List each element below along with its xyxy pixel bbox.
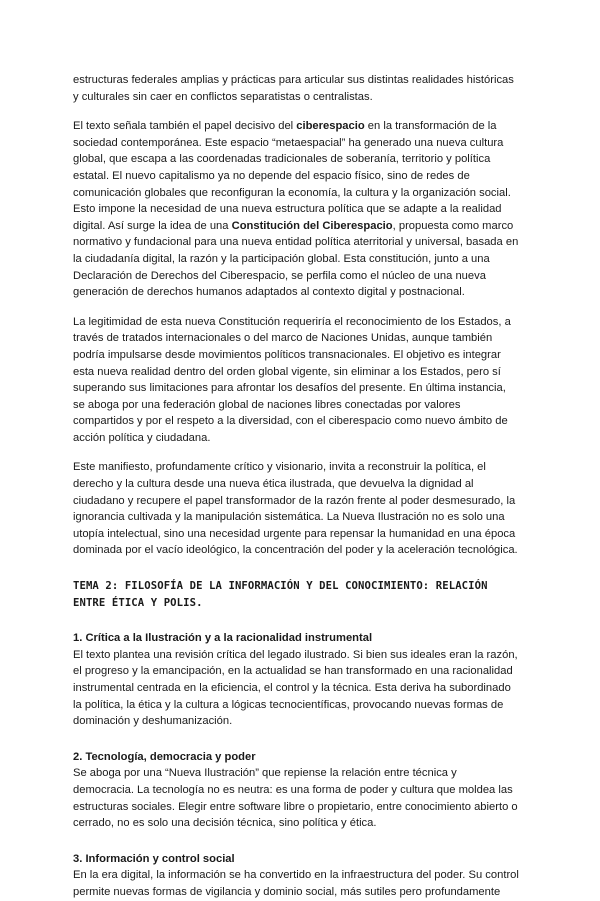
section-body-1: El texto plantea una revisión crítica del legado ilustrado. Si bien sus ideales eran la razón, el progreso y la emancipación, en la actualidad se han transformado en una racionalidad instrumental centrada en la eficiencia, el control y la técnica. Esta deriva ha subordinado la política, la ética y la cultura a lógicas tecnocientíficas, provocando nuevas formas de dominación y deshumanización.: [73, 648, 518, 728]
paragraph-legitimacy: La legitimidad de esta nueva Constitución requeriría el reconocimiento de los Estados, a través de tratados internacionales o del marco de Naciones Unidas, aunque también podría impulsarse desde movimientos políticos transnacionales. El objetivo es integrar esta nueva realidad dentro del orden global vigente, sin eliminar a los Estados, pero sí superando sus limitaciones para afrontar los desafíos del presente. En última instancia, se aboga por una federación global de naciones libres conectadas por valores compartidos y por el respeto a la diversidad, con el ciberespacio como nuevo ámbito de acción política y ciudadana.: [73, 315, 511, 444]
text-run: , propuesta como marco normativo y fundacional para una nueva entidad política aterritorial y universal, basada en la ciudadanía digital, la razón y la participación global. Esta constitución, junto a una Declaración de Derechos del Ciberespacio, se perfila como el núcleo de una nueva generación de derechos humanos adaptados al contexto digital y postnacional.: [73, 219, 519, 299]
bold-term-ciberespacio: ciberespacio: [296, 120, 365, 133]
section-heading-2: 2. Tecnología, democracia y poder: [73, 750, 256, 763]
section-body-3: En la era digital, la información se ha convertido en la infraestructura del poder. Su control permite nuevas formas de vigilancia y dominio social, más sutiles pero profundamente: [73, 869, 519, 898]
paragraph-cyberspace: [73, 118, 520, 301]
section-heading-1: 1. Crítica a la Ilustración y a la racionalidad instrumental: [73, 632, 373, 645]
paragraph-manifesto: Este manifiesto, profundamente crítico y visionario, invita a reconstruir la política, el derecho y la cultura desde una nueva ética ilustrada, que devuelva la dignidad al ciudadano y recupere el papel transformador de la razón frente al poder desmesurado, la ignorancia cultivada y la manipulación sistemática. La Nueva Ilustración no es solo una utopía intelectual, sino una necesidad urgente para repensar la humanidad en una época dominada por el vacío ideológico, la concentración del poder y la aceleración tecnológica.: [73, 461, 518, 557]
section-body-2: Se aboga por una “Nueva Ilustración” que repiense la relación entre técnica y democracia. La tecnología no es neutra: es una forma de poder y cultura que moldea las estructuras sociales. Elegir entre software libre o propietario, entre conocimiento abierto o cerrado, no es solo una decisión técnica, sino política y ética.: [73, 767, 518, 830]
paragraph-continuation: estructuras federales amplias y prácticas para articular sus distintas realidades históricas y culturales sin caer en conflictos separatistas o centralistas.: [73, 74, 514, 103]
text-run: El texto señala también el papel decisivo del: [73, 120, 297, 133]
section-heading-3: 3. Información y control social: [73, 852, 235, 865]
theme-title: TEMA 2: FILOSOFÍA DE LA INFORMACIÓN Y DEL CONOCIMIENTO: RELACIÓN ENTRE ÉTICA Y POLIS.: [73, 580, 488, 609]
text-run: en la transformación de la sociedad contemporánea. Este espacio “metaespacial” ha generado una nueva cultura global, que escapa a las coordenadas tradicionales de soberanía, territorio y política estatal. El nuevo capitalismo ya no depende del espacio físico, sino de redes de comunicación globales que reconfiguran la economía, la cultura y la organización social. Esto impone la necesidad de una nueva estructura política que se adapte a la realidad digital. Así surge la idea de una: [73, 120, 511, 232]
bold-term-constitucion: Constitución del Ciberespacio: [231, 219, 393, 232]
